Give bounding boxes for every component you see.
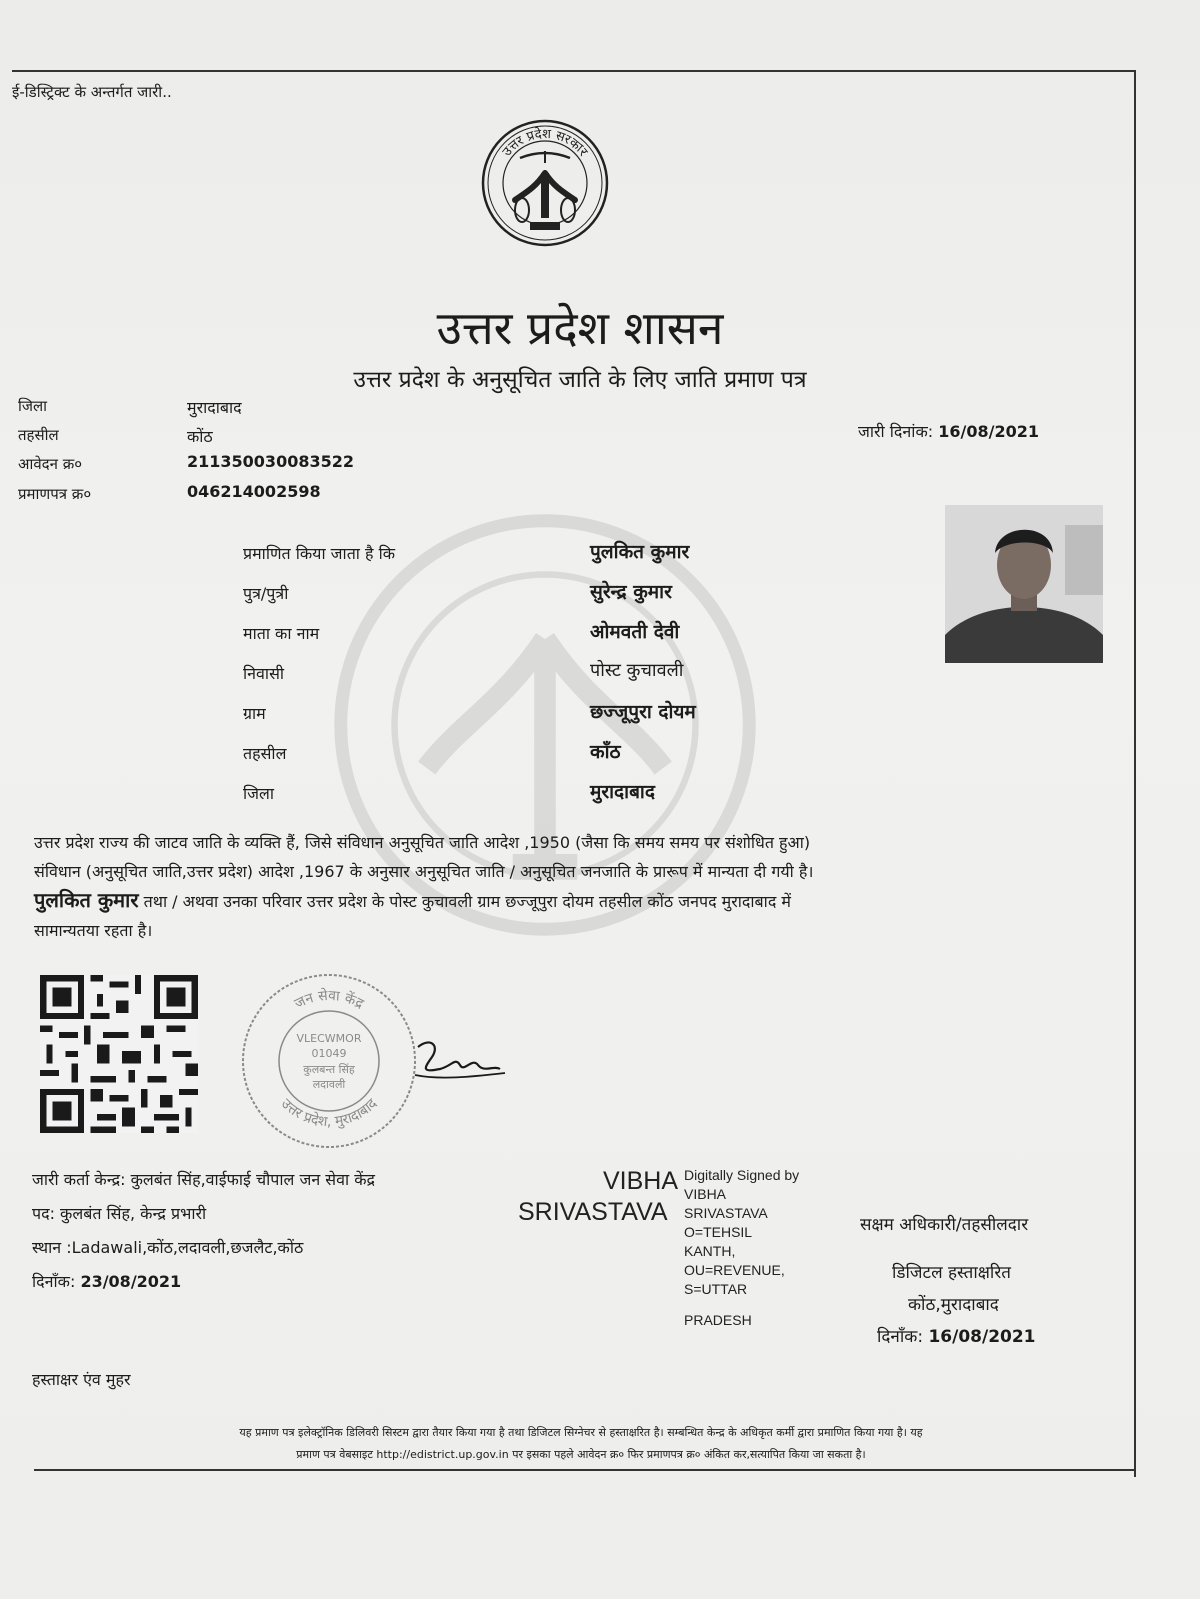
issue-date <box>858 420 1039 442</box>
issuing-place: स्थान :Ladawali,कोंठ,लदावली,छजलैट,कोंठ <box>32 1238 304 1257</box>
field-label: निवासी <box>243 664 285 683</box>
stamp-place: लदावली <box>312 1078 346 1091</box>
stamp-code: VLECWMOR <box>296 1032 362 1045</box>
field-value-tehsil: कॉंठ <box>590 741 621 763</box>
signature-detail-line: SRIVASTAVA <box>684 1205 768 1221</box>
field-label: माता का नाम <box>243 624 320 643</box>
field-value-resident: पोस्ट कुचावली <box>590 660 684 681</box>
field-value-father: सुरेन्द्र कुमार <box>590 581 672 603</box>
issuing-date-label: दिनाँक: <box>32 1272 76 1291</box>
certificate-no-label: प्रमाणपत्र क्र० <box>18 485 92 503</box>
stamp-number: 01049 <box>311 1047 347 1060</box>
field-value-name: पुलकित कुमार <box>590 541 690 563</box>
digital-signer-name-line2: SRIVASTAVA <box>518 1198 668 1226</box>
field-value-district: मुरादाबाद <box>590 781 655 803</box>
issuing-date <box>32 1270 181 1292</box>
digital-signature-details <box>684 1166 799 1330</box>
government-title: उत्तर प्रदेश शासन <box>436 301 724 355</box>
digital-signer-name-line1: VIBHA <box>603 1167 679 1195</box>
paragraph-line: उत्तर प्रदेश राज्य की जाटव जाति के व्यक्ति हैं, जिसे संविधान अनुसूचित जाति आदेश ,1950 (जैसा कि समय समय पर संशोधित हुआ) <box>34 833 811 852</box>
officer-date-label: दिनाँक: <box>877 1327 924 1347</box>
district-value: मुरादाबाद <box>187 398 242 417</box>
field-label: ग्राम <box>243 704 266 723</box>
paragraph-line: संविधान (अनुसूचित जाति,उत्तर प्रदेश) आदेश ,1967 के अनुसार अनुसूचित जाति / अनुसूचित जनजाति के प्रारूप में मान्यता दी गयी है। <box>34 862 814 881</box>
signature-detail-line: PRADESH <box>684 1312 752 1328</box>
officer-digital-signed: डिजिटल हस्ताक्षरित <box>892 1263 1011 1283</box>
field-label: तहसील <box>243 744 287 763</box>
issuing-designation: पद: कुलबंत सिंह, केन्द्र प्रभारी <box>32 1204 207 1223</box>
applicant-name-bold: पुलकित कुमार <box>34 888 139 912</box>
stamp-name: कुलबन्त सिंह <box>303 1063 355 1076</box>
applicant-photo <box>945 505 1103 663</box>
signature-seal-label: हस्ताक्षर एंव मुहर <box>32 1370 131 1389</box>
application-no-value: 211350030083522 <box>187 452 354 471</box>
svg-text:जन सेवा केंद्र <box>292 987 366 1013</box>
officer-date <box>877 1324 1036 1347</box>
issue-date-label: जारी दिनांक: <box>858 422 934 441</box>
signature-detail-line: S=UTTAR <box>684 1281 748 1297</box>
signature-detail-line: OU=REVENUE, <box>684 1262 785 1278</box>
paragraph-line: सामान्यतया रहता है। <box>34 921 153 940</box>
field-label: जिला <box>243 784 275 803</box>
field-label: प्रमाणित किया जाता है कि <box>243 544 396 563</box>
officer-place: कोंठ,मुरादाबाद <box>908 1295 999 1315</box>
footer-note-line1: यह प्रमाण पत्र इलेक्ट्रॉनिक डिलिवरी सिस्टम द्वारा तैयार किया गया है तथा डिजिटल सिग्नेचर से हस्ताक्षरित है। सम्बन्धित केन्द्र के अधिकृत कर्मी द्वारा प्रमाणित किया गया है। यह <box>239 1426 923 1439</box>
issuing-center: जारी कर्ता केन्द्र: कुलबंत सिंह,वाईफाई चौपाल जन सेवा केंद्र <box>32 1170 376 1189</box>
officer-title: सक्षम अधिकारी/तहसीलदार <box>860 1215 1029 1235</box>
qr-code-icon <box>40 975 198 1133</box>
svg-text:उत्तर प्रदेश, मुरादाबाद <box>278 1095 381 1130</box>
officer-date-value: 16/08/2021 <box>928 1327 1036 1347</box>
certificate-title: उत्तर प्रदेश के अनुसूचित जाति के लिए जाति प्रमाण पत्र <box>353 367 807 393</box>
issuing-date-value: 23/08/2021 <box>80 1272 182 1291</box>
stamp-top-text: जन सेवा केंद्र <box>292 987 367 1013</box>
tehsil-value: कोंठ <box>187 427 213 446</box>
district-label: जिला <box>18 397 48 415</box>
issued-under-text: ई-डिस्ट्रिक्ट के अन्तर्गत जारी.. <box>12 83 172 101</box>
emblem-arc-text: उत्तर प्रदेश सरकार <box>499 126 591 160</box>
signature-detail-line: Digitally Signed by <box>684 1167 800 1183</box>
field-label: पुत्र/पुत्री <box>243 584 289 603</box>
tehsil-label: तहसील <box>18 426 59 444</box>
field-value-village: छज्जूपुरा दोयम <box>590 701 696 723</box>
field-value-mother: ओमवती देवी <box>590 621 680 643</box>
page-border-bottom <box>34 1469 1134 1471</box>
kiosk-signature <box>410 1035 510 1085</box>
issue-date-value: 16/08/2021 <box>938 422 1039 441</box>
paragraph-line <box>34 886 1124 916</box>
application-no-label: आवेदन क्र० <box>18 455 83 473</box>
up-emblem-icon <box>480 118 610 248</box>
kiosk-stamp <box>238 970 420 1152</box>
footer-note-line2: प्रमाण पत्र वेबसाइट http://edistrict.up.gov.in पर इसका पहले आवेदन क्र० फिर प्रमाणपत्र क्र० अंकित कर,सत्यापित किया जा सकता है। <box>296 1448 866 1461</box>
signature-detail-line: KANTH, <box>684 1243 736 1259</box>
signature-detail-line: VIBHA <box>684 1186 727 1202</box>
stamp-bottom-text: उत्तर प्रदेश, मुरादाबाद <box>277 1095 381 1131</box>
certification-paragraph <box>34 828 1124 945</box>
signature-detail-line: O=TEHSIL <box>684 1224 753 1240</box>
paragraph-line-rest: तथा / अथवा उनका परिवार उत्तर प्रदेश के पोस्ट कुचावली ग्राम छज्जूपुरा दोयम तहसील कोंठ जनपद मुरादाबाद में <box>138 892 791 911</box>
certificate-no-value: 046214002598 <box>187 482 321 501</box>
